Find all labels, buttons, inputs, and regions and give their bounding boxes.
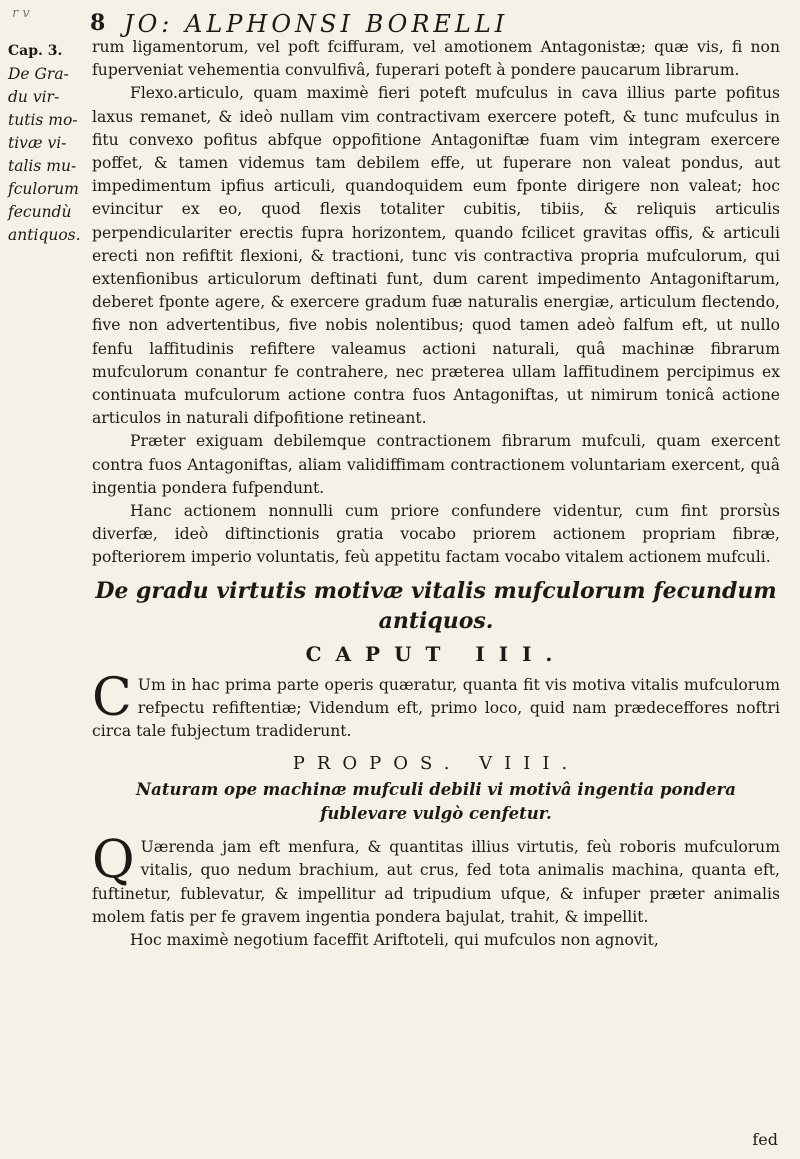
proposition-text	[92, 778, 780, 826]
margin-line: tivæ vi-	[8, 134, 67, 152]
proposition-heading: PROPOS. VIII.	[292, 753, 580, 775]
margin-line: De Gra-	[8, 65, 69, 83]
paragraph-2: Flexo.articulo, quam maximè fieri poteft mufculus in cava illius parte pofitus laxus remanet, & ideò nullam vim contractivam exercere poteft, & tunc mufculus in fitu convexo pofitus abfque oppofitione Antagoniftæ fuam vim integram exercere poffet, & tamen videmus tam debilem effe, ut fuperare non valeat pondus, aut impedimentum ipfius articuli, quandoquidem eum fponte dirigere non valeat; hoc evincitur ex eo, quod flexis totaliter cubitis, tibiis, & reliquis articulis perpendiculariter erectis fupra horizontem, quando fcilicet gravitas offis, & articuli erecti non refiftit flexioni, & tractioni, tunc vis contractiva propria mufculorum, qui extenfionibus articulorum deftinati funt, dum carent impedimento Antagoniftarum, deberet fponte agere, & exercere gradum fuæ naturalis energiæ, articulum flectendo, five non advertentibus, five nobis nolentibus; quod tamen adeò falfum eft, ut nullo fenfu laffitudinis refiftere valeamus actioni naturali, quâ machinæ fibrarum mufculorum conantur fe contrahere, nec præterea ullam laffitudinem percipimus ex continuata mufculorum actione contra fuos Antagoniftas, ut nimirum tonicâ actione articulos in naturali difpofitione retineant.	[92, 84, 780, 428]
margin-line: antiquos.	[8, 226, 81, 244]
paragraph-3: Præter exiguam debilemque contractionem fibrarum mufculi, quam exercent contra fuos Antagoniftas, aliam validiffimam contractionem voluntariam exercent, quâ ingentia pondera fufpendunt.	[92, 432, 780, 497]
running-title: JO: ALPHONSI BORELLI	[124, 10, 509, 38]
paragraph-4: Hanc actionem nonnulli cum priore confundere videntur, cum fint prorsùs diverfæ, ideò diftinctionis gratia vocabo priorem actionem propriam fibræ, pofteriorem imperio voluntatis, feù appetitu factam vocabo vitalem actionem mufculi.	[92, 502, 780, 567]
page-header	[12, 6, 772, 40]
margin-note	[8, 40, 90, 247]
page-mark: r v	[12, 6, 30, 21]
catchword: fed	[752, 1130, 778, 1149]
section-title-line-1: De gradu virtutis motivæ vitalis mufculorum fecundum	[95, 577, 777, 604]
margin-line: tutis mo-	[8, 111, 78, 129]
proposition-line-1: Naturam ope machinæ mufculi debili vi motivâ ingentia pondera	[136, 780, 736, 800]
final-paragraph-text: Uærenda jam eft menfura, & quantitas illius virtutis, feù roboris mufculorum vitalis, quo nedum brachium, aut crus, fed tota animalis machina, quanta eft, fuftinetur, fublevatur, & impellitur ad tripudium ufque, & infuper præter animalis molem fatis per fe gravem ingentia pondera bajulat, trahit, & impellit.	[92, 838, 780, 926]
final-paragraph-2: Hoc maximè negotium faceffit Ariftoteli, qui mufculos non agnovit,	[130, 931, 659, 950]
margin-line: du vir-	[8, 88, 60, 106]
drop-cap: Q	[92, 830, 135, 891]
main-text-column	[92, 36, 780, 952]
chapter-intro-text: Um in hac prima parte operis quæratur, quanta fit vis motiva vitalis mufculorum refpectu refiftentiæ; Videndum eft, primo loco, quid nam prædeceffores noftri circa tale fubjectum tradiderunt.	[92, 675, 780, 741]
section-title	[92, 576, 780, 636]
chapter-intro	[92, 667, 780, 744]
proposition-line-2: fublevare vulgò cenfetur.	[320, 804, 552, 824]
margin-line: talis mu-	[8, 157, 77, 175]
margin-chapter-ref: Cap. 3.	[8, 43, 63, 59]
paragraph-1: rum ligamentorum, vel poft fciffuram, vel amotionem Antagonistæ; quæ vis, fi non fuperveniat vehementia convulfivâ, fuperari poteft à pondere paucarum librarum.	[92, 38, 780, 80]
page-number: 8	[90, 10, 106, 36]
final-paragraph	[92, 830, 780, 929]
section-title-line-2: antiquos.	[378, 607, 494, 634]
margin-line: fculorum	[8, 180, 79, 198]
drop-cap: C	[92, 667, 132, 728]
margin-line: fecundù	[8, 203, 72, 221]
chapter-heading: CAPUT III.	[305, 641, 567, 666]
